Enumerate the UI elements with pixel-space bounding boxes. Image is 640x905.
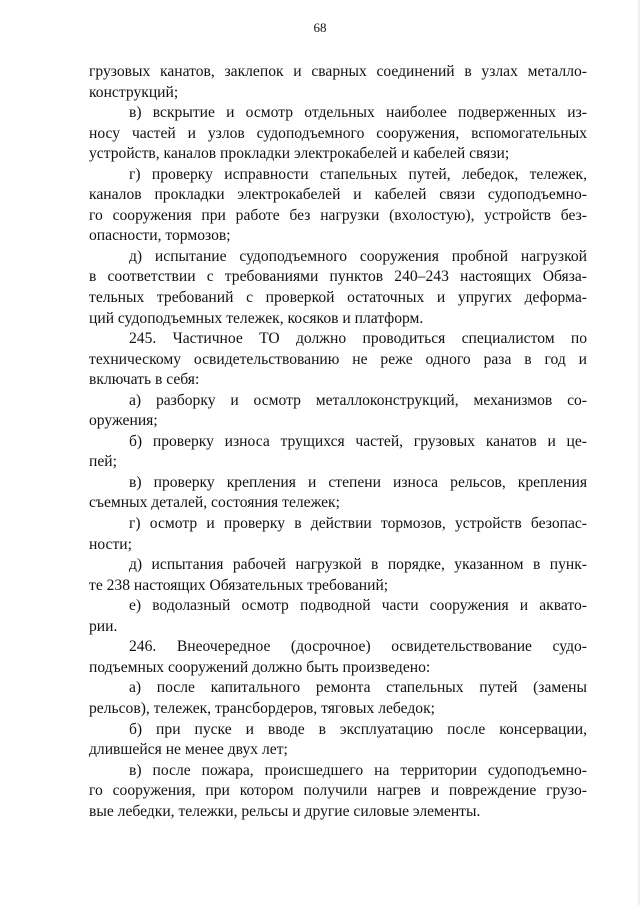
text-line: носу частей и узлов судоподъемного сооружения, вспомогательных [89,124,587,142]
text-line: е) водолазный осмотр подводной части сооружения и аквато- [129,597,587,615]
text-line: го сооружения, при котором получили нагрев и повреждение грузо- [89,782,587,800]
text-line: 245. Частичное ТО должно проводиться специалистом по [129,330,587,348]
text-line: а) разборку и осмотр металлоконструкций, механизмов со- [129,391,587,409]
text-line: конструкций; [89,83,179,101]
text-line: вые лебедки, тележки, рельсы и другие силовые элементы. [89,802,481,820]
text-line: г) проверку исправности стапельных путей, лебедок, тележек, [129,165,587,183]
text-line: оружения; [89,412,158,430]
text-line: рельсов), тележек, трансбордеров, тяговых лебедок; [89,699,436,717]
text-line: в) проверку крепления и степени износа рельсов, крепления [129,473,587,491]
text-line: те 238 настоящих Обязательных требований; [89,576,389,594]
text-line: а) после капитального ремонта стапельных путей (замены [129,679,587,697]
text-line: длившейся не менее двух лет; [89,741,288,759]
text-line: б) при пуске и вводе в эксплуатацию после консервации, [129,720,587,738]
text-line: б) проверку износа трущихся частей, грузовых канатов и це- [129,432,587,450]
text-line: грузовых канатов, заклепок и сварных соединений в узлах металло- [89,63,587,80]
text-line: опасности, тормозов; [89,227,231,245]
text-line: д) испытания рабочей нагрузкой в порядке, указанном в пунк- [129,556,587,574]
text-line: съемных деталей, состояния тележек; [89,494,340,512]
text-line: в) вскрытие и осмотр отдельных наиболее подверженных из- [129,104,587,122]
text-line: включать в себя: [89,371,200,389]
text-line: в) после пожара, происшедшего на территории судоподъемно- [129,761,587,779]
text-line: го сооружения при работе без нагрузки (вхолостую), устройств без- [89,206,587,224]
text-line: ций судоподъемных тележек, косяков и платформ. [89,309,424,327]
text-line: в соответствии с требованиями пунктов 240–243 настоящих Обяза- [89,268,587,286]
text-line: каналов прокладки электрокабелей и кабелей связи судоподъемно- [89,186,587,204]
text-line: техническому освидетельствованию не реже одного раза в год и [89,350,587,368]
text-line: г) осмотр и проверку в действии тормозов, устройств безопас- [129,515,587,533]
text-line: подъемных сооружений должно быть произведено: [89,658,431,676]
text-line: 246. Внеочередное (досрочное) освидетельствование судо- [129,638,587,656]
text-line: тельных требований с проверкой остаточных и упругих деформа- [89,289,587,307]
text-line: пей; [89,453,117,471]
page-number: 68 [313,20,327,35]
text-line: устройств, каналов прокладки электрокабелей и кабелей связи; [89,145,510,163]
text-line: рии. [89,617,118,635]
text-line: д) испытание судоподъемного сооружения пробной нагрузкой [129,247,587,265]
body-text [89,62,587,822]
text-line: ности; [89,535,132,553]
